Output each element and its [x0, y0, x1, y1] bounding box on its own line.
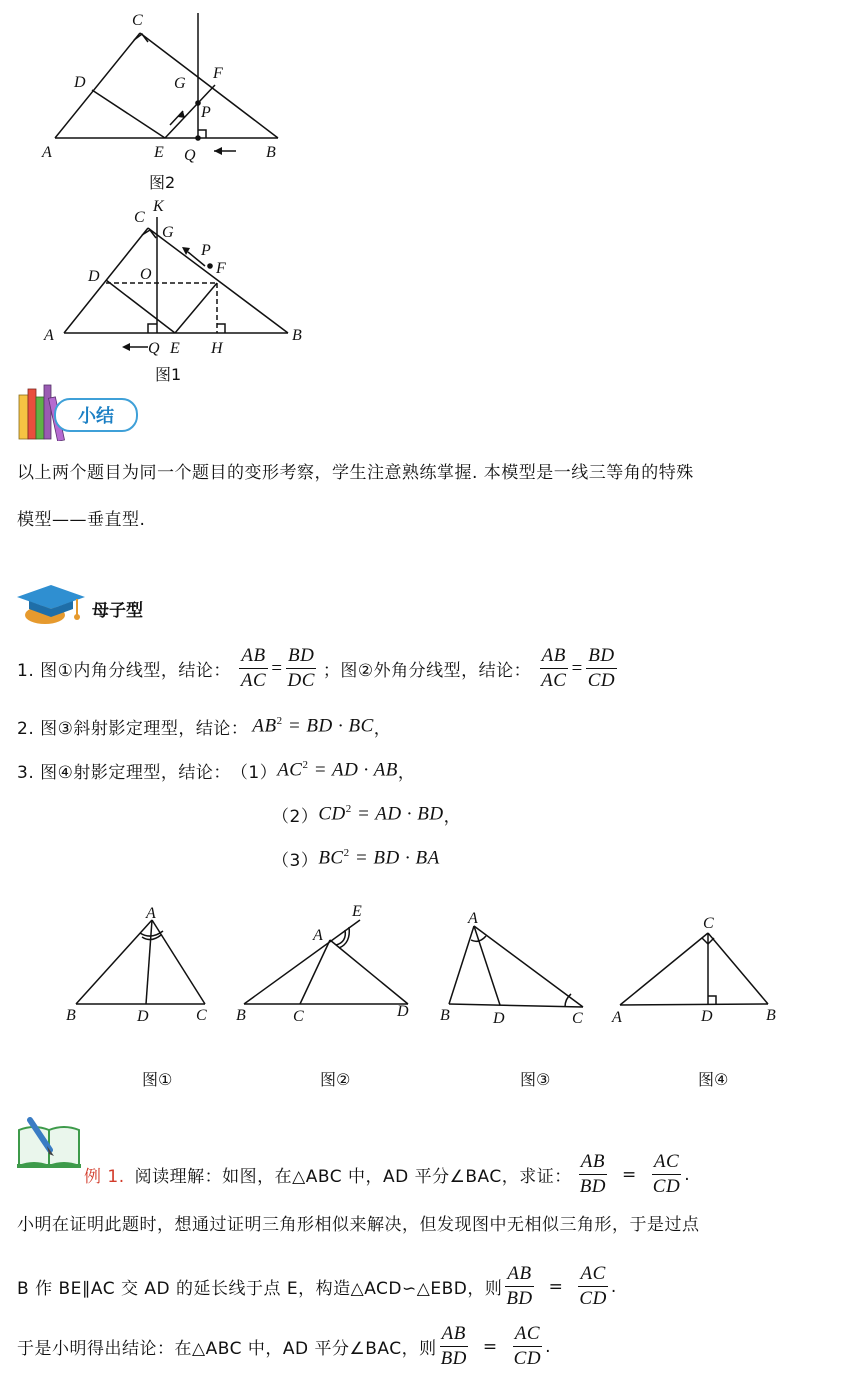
f1-label-a: A: [146, 905, 156, 922]
figure-1: [30, 195, 320, 365]
frac-num: AB: [440, 1322, 468, 1347]
frac-ac-cd: [512, 1322, 543, 1371]
frac-num: AB: [505, 1262, 533, 1287]
f3-label-c: C: [572, 1010, 583, 1027]
example-line-4: [17, 1322, 551, 1371]
f3-label-d: D: [493, 1010, 505, 1027]
item-3-1-formula: $AC^2$ = AD · AB: [277, 759, 398, 781]
f4-label-c: C: [703, 915, 714, 932]
frac-ab-bd: [578, 1150, 608, 1199]
fig2-label-p: P: [201, 104, 211, 121]
fig1-label-k: K: [153, 198, 164, 215]
equals-sign: =: [270, 657, 284, 679]
frac-num: BD: [586, 644, 616, 669]
fig1-label-o: O: [140, 266, 152, 283]
f1-label-d: D: [137, 1008, 149, 1025]
fig2-label-q: Q: [184, 147, 196, 164]
summary-line-2: 模型——垂直型.: [17, 510, 146, 530]
f4-caption: 图④: [698, 1070, 729, 1089]
item-2-prefix: 2. 图③斜射影定理型，结论：: [17, 719, 249, 739]
example-line-2: 小明在证明此题时，想通过证明三角形相似来解决，但发现图中无相似三角形，于是过点: [17, 1215, 700, 1235]
fig2-label-g: G: [174, 75, 186, 92]
example-1-line-1: [84, 1150, 690, 1199]
frac-num: AC: [578, 1262, 607, 1287]
fig2-label-f: F: [213, 65, 223, 82]
figures-1-4: [0, 900, 848, 1030]
f2-label-c: C: [293, 1008, 304, 1025]
fig1-label-q: Q: [148, 340, 160, 357]
example-label: 例 1.: [84, 1167, 125, 1187]
f2-label-b: B: [236, 1007, 246, 1024]
frac-num: AB: [579, 1150, 607, 1175]
frac-ac-cd: [577, 1262, 608, 1311]
item-3-1-suffix: ，: [397, 763, 416, 783]
fig2-label-d: D: [74, 74, 86, 91]
fig2-label-e: E: [154, 144, 164, 161]
fig1-label-f: F: [216, 260, 226, 277]
f2-label-e: E: [352, 903, 362, 920]
item-2: [17, 714, 391, 739]
f4-label-b: B: [766, 1007, 776, 1024]
graduation-cap-icon: [15, 585, 87, 627]
fig1-caption: 图1: [155, 365, 182, 384]
frac-ac-cd: [651, 1150, 682, 1199]
book-pen-icon: [16, 1116, 82, 1170]
frac-num: AB: [540, 644, 568, 669]
item-3-2-formula: $CD^2$ = AD · BD: [318, 803, 444, 825]
item-3-3-formula: $BC^2$ = BD · BA: [318, 847, 440, 869]
frac-den: BD: [440, 1348, 467, 1369]
equals-sign: =: [482, 1336, 498, 1357]
fig1-label-b: B: [292, 327, 302, 344]
item-2-suffix: ，: [373, 719, 392, 739]
item-3: [17, 758, 415, 783]
item-2-formula: $AB^2$ = BD · BC: [252, 715, 374, 737]
item-1: [17, 644, 619, 693]
frac-num: AB: [239, 644, 267, 669]
f3-label-a: A: [468, 910, 478, 927]
item-1-prefix: 1. 图①内角分线型，结论：: [17, 661, 231, 681]
period: .: [684, 1164, 691, 1185]
f2-caption: 图②: [320, 1070, 351, 1089]
equals-sign: =: [548, 1276, 564, 1297]
example-line-4-text: 于是小明得出结论：在△ABC 中，AD 平分∠BAC，则: [17, 1339, 437, 1359]
frac-num: AC: [652, 1150, 681, 1175]
frac-num: AC: [513, 1322, 542, 1347]
period: .: [610, 1276, 617, 1297]
fig1-label-c: C: [134, 209, 145, 226]
frac-den: CD: [587, 670, 616, 691]
frac-den: CD: [579, 1288, 607, 1309]
fig1-label-d: D: [88, 268, 100, 285]
f4-label-a: A: [612, 1009, 622, 1026]
item-3-2-suffix: ，: [443, 807, 462, 827]
frac-den: AC: [240, 670, 267, 691]
frac-den: DC: [287, 670, 315, 691]
example-line-1-text: 阅读理解：如图，在△ABC 中，AD 平分∠BAC，求证：: [134, 1167, 572, 1187]
fig1-label-e: E: [170, 340, 180, 357]
fig2-label-a: A: [42, 144, 52, 161]
frac-ab-bd: [439, 1322, 469, 1371]
item-3-3-label: （3）: [272, 851, 319, 871]
f4-label-d: D: [701, 1008, 713, 1025]
example-line-3: [17, 1262, 617, 1311]
f2-label-a: A: [313, 927, 323, 944]
example-line-3-text: B 作 BE∥AC 交 AD 的延长线于点 E，构造△ACD∽△EBD，则: [17, 1279, 503, 1299]
frac-den: BD: [506, 1288, 533, 1309]
frac-bd-cd: [586, 644, 617, 693]
fig1-label-a: A: [44, 327, 54, 344]
fig2-caption: 图2: [149, 173, 176, 192]
fig2-label-b: B: [266, 144, 276, 161]
section-title: 母子型: [92, 601, 143, 621]
summary-badge: 小结: [54, 398, 138, 432]
fig2-label-c: C: [132, 12, 143, 29]
equals-sign: =: [570, 657, 584, 679]
f1-label-c: C: [196, 1007, 207, 1024]
frac-den: CD: [513, 1348, 542, 1369]
f3-label-b: B: [440, 1007, 450, 1024]
equals-sign: =: [622, 1164, 637, 1185]
f1-caption: 图①: [142, 1070, 173, 1089]
item-3-prefix: 3. 图④射影定理型，结论：: [17, 763, 231, 783]
item-3-2-label: （2）: [272, 807, 319, 827]
fig1-label-p: P: [201, 242, 211, 259]
frac-ab-ac-2: [539, 644, 568, 693]
frac-den: CD: [652, 1176, 681, 1197]
f1-label-b: B: [66, 1007, 76, 1024]
f2-label-d: D: [397, 1003, 409, 1020]
item-3-2: [272, 802, 461, 827]
frac-ab-bd: [504, 1262, 534, 1311]
item-3-1-label: （1）: [230, 763, 278, 783]
frac-bd-dc: [285, 644, 316, 693]
f3-caption: 图③: [520, 1070, 551, 1089]
frac-ab-ac: [239, 644, 268, 693]
frac-den: BD: [579, 1176, 607, 1197]
fig1-label-g: G: [162, 224, 174, 241]
frac-num: BD: [286, 644, 316, 669]
item-1-mid: ；图②外角分线型，结论：: [322, 661, 532, 681]
fig1-label-h: H: [211, 340, 223, 357]
figure-2: [30, 5, 310, 190]
summary-line-1: 以上两个题目为同一个题目的变形考察，学生注意熟练掌握. 本模型是一线三等角的特殊: [17, 463, 694, 483]
period: .: [545, 1336, 551, 1357]
frac-den: AC: [541, 670, 567, 691]
item-3-3: [272, 846, 440, 871]
